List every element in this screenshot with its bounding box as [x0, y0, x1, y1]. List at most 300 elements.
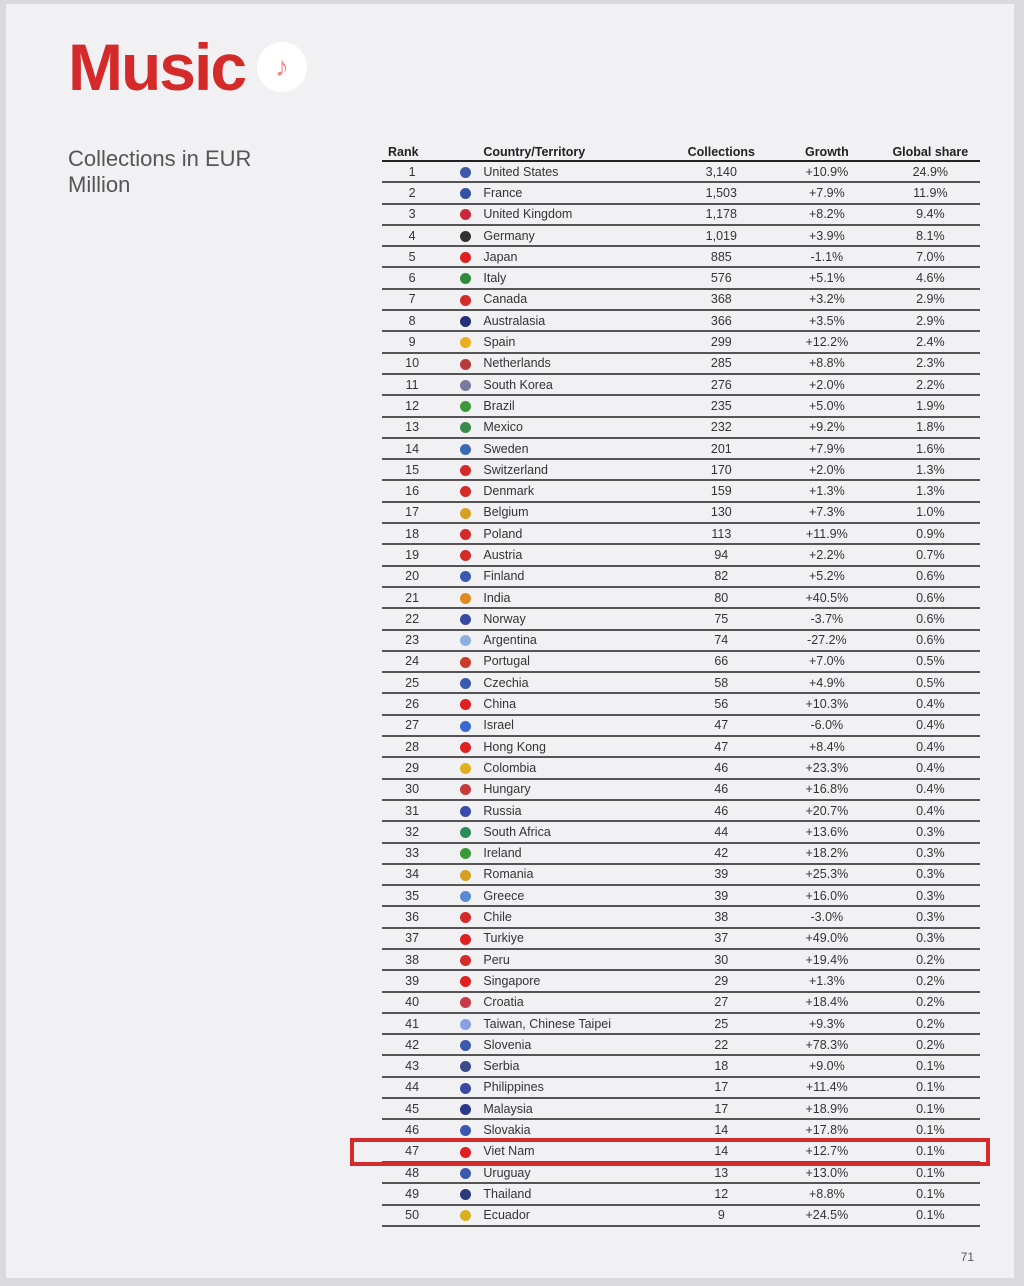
flag-icon	[460, 1210, 471, 1221]
flag-icon	[460, 359, 471, 370]
flag-cell	[448, 417, 483, 438]
collections-cell: 46	[670, 757, 773, 778]
flag-cell	[448, 906, 483, 927]
table-row	[382, 566, 980, 587]
growth-cell: +16.8%	[773, 779, 881, 800]
collections-cell: 3,140	[670, 161, 773, 182]
global-share-cell: 1.6%	[881, 438, 980, 459]
country-cell: Ireland	[483, 843, 669, 864]
collections-cell: 285	[670, 353, 773, 374]
rank-cell: 9	[382, 331, 448, 352]
flag-cell	[448, 757, 483, 778]
flag-icon	[460, 678, 471, 689]
global-share-cell: 0.4%	[881, 757, 980, 778]
table-row	[382, 779, 980, 800]
flag-icon	[460, 657, 471, 668]
table-row	[382, 1205, 980, 1226]
growth-cell: +1.3%	[773, 970, 881, 991]
flag-cell	[448, 459, 483, 480]
rank-cell: 17	[382, 502, 448, 523]
collections-cell: 75	[670, 608, 773, 629]
flag-cell	[448, 821, 483, 842]
global-share-cell: 0.1%	[881, 1162, 980, 1183]
growth-cell: +40.5%	[773, 587, 881, 608]
flag-cell	[448, 608, 483, 629]
table-row	[382, 182, 980, 203]
country-cell: Belgium	[483, 502, 669, 523]
country-cell: Mexico	[483, 417, 669, 438]
table-row	[382, 587, 980, 608]
collections-cell: 39	[670, 885, 773, 906]
rank-cell: 2	[382, 182, 448, 203]
country-cell: Argentina	[483, 630, 669, 651]
collections-cell: 94	[670, 544, 773, 565]
table-row	[382, 843, 980, 864]
flag-cell	[448, 331, 483, 352]
flag-icon	[460, 273, 471, 284]
growth-cell: +3.9%	[773, 225, 881, 246]
country-cell: Italy	[483, 267, 669, 288]
table-row	[382, 1077, 980, 1098]
country-cell: China	[483, 693, 669, 714]
global-share-cell: 0.3%	[881, 928, 980, 949]
rank-cell: 13	[382, 417, 448, 438]
rank-cell: 42	[382, 1034, 448, 1055]
rank-cell: 15	[382, 459, 448, 480]
global-share-cell: 0.1%	[881, 1119, 980, 1140]
flag-cell	[448, 779, 483, 800]
flag-cell	[448, 566, 483, 587]
rank-cell: 12	[382, 395, 448, 416]
country-cell: Japan	[483, 246, 669, 267]
rank-cell: 26	[382, 693, 448, 714]
country-cell: Turkiye	[483, 928, 669, 949]
collections-cell: 299	[670, 331, 773, 352]
table-row	[382, 523, 980, 544]
rank-cell: 25	[382, 672, 448, 693]
global-share-cell: 0.5%	[881, 672, 980, 693]
country-cell: Canada	[483, 289, 669, 310]
growth-cell: -3.0%	[773, 906, 881, 927]
growth-cell: +5.0%	[773, 395, 881, 416]
flag-cell	[448, 225, 483, 246]
global-share-cell: 0.2%	[881, 949, 980, 970]
collections-cell: 44	[670, 821, 773, 842]
global-share-cell: 2.4%	[881, 331, 980, 352]
table-row	[382, 1183, 980, 1204]
country-cell: Israel	[483, 715, 669, 736]
country-cell: Poland	[483, 523, 669, 544]
rank-cell: 36	[382, 906, 448, 927]
growth-cell: +5.1%	[773, 267, 881, 288]
header-growth: Growth	[773, 144, 881, 161]
flag-icon	[460, 401, 471, 412]
flag-cell	[448, 992, 483, 1013]
flag-cell	[448, 715, 483, 736]
rank-cell: 6	[382, 267, 448, 288]
table-row	[382, 736, 980, 757]
collections-cell: 58	[670, 672, 773, 693]
collections-cell: 30	[670, 949, 773, 970]
header-flag	[448, 144, 483, 161]
country-cell: Singapore	[483, 970, 669, 991]
global-share-cell: 9.4%	[881, 204, 980, 225]
collections-cell: 46	[670, 800, 773, 821]
flag-cell	[448, 672, 483, 693]
table-row	[382, 949, 980, 970]
flag-cell	[448, 843, 483, 864]
growth-cell: +7.9%	[773, 438, 881, 459]
page-title: Music	[68, 30, 246, 104]
table-row	[382, 353, 980, 374]
table-row	[382, 395, 980, 416]
flag-icon	[460, 422, 471, 433]
global-share-cell: 0.6%	[881, 630, 980, 651]
rank-cell: 11	[382, 374, 448, 395]
table-row	[382, 417, 980, 438]
flag-icon	[460, 699, 471, 710]
table-row	[382, 715, 980, 736]
collections-cell: 1,503	[670, 182, 773, 203]
table-row	[382, 438, 980, 459]
growth-cell: -6.0%	[773, 715, 881, 736]
table-row	[382, 459, 980, 480]
global-share-cell: 0.4%	[881, 779, 980, 800]
flag-icon	[460, 486, 471, 497]
growth-cell: -27.2%	[773, 630, 881, 651]
country-cell: Malaysia	[483, 1098, 669, 1119]
flag-icon	[460, 891, 471, 902]
collections-cell: 47	[670, 736, 773, 757]
collections-cell: 38	[670, 906, 773, 927]
header-country: Country/Territory	[483, 144, 669, 161]
country-cell: France	[483, 182, 669, 203]
table-row	[382, 289, 980, 310]
rank-cell: 3	[382, 204, 448, 225]
global-share-cell: 1.0%	[881, 502, 980, 523]
flag-icon	[460, 614, 471, 625]
rank-cell: 20	[382, 566, 448, 587]
flag-cell	[448, 246, 483, 267]
country-cell: Portugal	[483, 651, 669, 672]
global-share-cell: 0.3%	[881, 843, 980, 864]
growth-cell: +7.0%	[773, 651, 881, 672]
global-share-cell: 0.2%	[881, 970, 980, 991]
country-cell: Brazil	[483, 395, 669, 416]
growth-cell: +13.0%	[773, 1162, 881, 1183]
growth-cell: +18.2%	[773, 843, 881, 864]
rank-cell: 22	[382, 608, 448, 629]
growth-cell: +2.0%	[773, 459, 881, 480]
header-collections: Collections	[670, 144, 773, 161]
collections-cell: 170	[670, 459, 773, 480]
collections-cell: 201	[670, 438, 773, 459]
table-row	[382, 225, 980, 246]
growth-cell: -3.7%	[773, 608, 881, 629]
growth-cell: +9.3%	[773, 1013, 881, 1034]
rank-cell: 30	[382, 779, 448, 800]
flag-icon	[460, 721, 471, 732]
country-cell: Spain	[483, 331, 669, 352]
rank-cell: 24	[382, 651, 448, 672]
flag-cell	[448, 204, 483, 225]
global-share-cell: 0.1%	[881, 1183, 980, 1204]
flag-icon	[460, 295, 471, 306]
flag-cell	[448, 651, 483, 672]
flag-cell	[448, 480, 483, 501]
collections-cell: 37	[670, 928, 773, 949]
country-cell: Czechia	[483, 672, 669, 693]
table-row	[382, 906, 980, 927]
country-cell: Hungary	[483, 779, 669, 800]
growth-cell: +17.8%	[773, 1119, 881, 1140]
flag-icon	[460, 1061, 471, 1072]
growth-cell: +7.3%	[773, 502, 881, 523]
flag-icon	[460, 571, 471, 582]
country-cell: Viet Nam	[483, 1141, 669, 1162]
country-cell: Switzerland	[483, 459, 669, 480]
rank-cell: 49	[382, 1183, 448, 1204]
collections-cell: 27	[670, 992, 773, 1013]
growth-cell: +11.9%	[773, 523, 881, 544]
country-cell: Austria	[483, 544, 669, 565]
flag-cell	[448, 289, 483, 310]
flag-cell	[448, 928, 483, 949]
growth-cell: +9.2%	[773, 417, 881, 438]
flag-icon	[460, 848, 471, 859]
flag-icon	[460, 763, 471, 774]
rank-cell: 1	[382, 161, 448, 182]
table-row	[382, 1055, 980, 1076]
global-share-cell: 1.9%	[881, 395, 980, 416]
collections-cell: 366	[670, 310, 773, 331]
flag-cell	[448, 800, 483, 821]
page-number: 71	[960, 1250, 974, 1264]
flag-cell	[448, 544, 483, 565]
growth-cell: +24.5%	[773, 1205, 881, 1226]
flag-cell	[448, 523, 483, 544]
global-share-cell: 0.3%	[881, 885, 980, 906]
rank-cell: 16	[382, 480, 448, 501]
collections-cell: 47	[670, 715, 773, 736]
global-share-cell: 0.6%	[881, 566, 980, 587]
collections-cell: 82	[670, 566, 773, 587]
flag-icon	[460, 1019, 471, 1030]
country-cell: Slovenia	[483, 1034, 669, 1055]
rank-cell: 34	[382, 864, 448, 885]
growth-cell: +23.3%	[773, 757, 881, 778]
rank-cell: 18	[382, 523, 448, 544]
flag-cell	[448, 864, 483, 885]
table-row	[382, 502, 980, 523]
flag-icon	[460, 997, 471, 1008]
collections-cell: 1,178	[670, 204, 773, 225]
table-row	[382, 608, 980, 629]
table-row	[382, 928, 980, 949]
rank-cell: 4	[382, 225, 448, 246]
collections-cell: 9	[670, 1205, 773, 1226]
rank-cell: 38	[382, 949, 448, 970]
growth-cell: +11.4%	[773, 1077, 881, 1098]
table-row	[382, 693, 980, 714]
rank-cell: 23	[382, 630, 448, 651]
flag-cell	[448, 1055, 483, 1076]
flag-icon	[460, 784, 471, 795]
flag-icon	[460, 912, 471, 923]
global-share-cell: 0.7%	[881, 544, 980, 565]
growth-cell: +1.3%	[773, 480, 881, 501]
rank-cell: 41	[382, 1013, 448, 1034]
rank-cell: 48	[382, 1162, 448, 1183]
flag-cell	[448, 630, 483, 651]
country-cell: Chile	[483, 906, 669, 927]
flag-icon	[460, 1083, 471, 1094]
global-share-cell: 0.3%	[881, 821, 980, 842]
collections-cell: 1,019	[670, 225, 773, 246]
growth-cell: +5.2%	[773, 566, 881, 587]
global-share-cell: 0.2%	[881, 1013, 980, 1034]
global-share-cell: 0.4%	[881, 693, 980, 714]
flag-icon	[460, 1168, 471, 1179]
rank-cell: 50	[382, 1205, 448, 1226]
global-share-cell: 1.3%	[881, 480, 980, 501]
growth-cell: +10.3%	[773, 693, 881, 714]
collections-cell: 13	[670, 1162, 773, 1183]
rank-cell: 37	[382, 928, 448, 949]
rank-cell: 44	[382, 1077, 448, 1098]
rank-cell: 40	[382, 992, 448, 1013]
header-rank: Rank	[382, 144, 448, 161]
rank-cell: 47	[382, 1141, 448, 1162]
table-row	[382, 885, 980, 906]
flag-icon	[460, 550, 471, 561]
collections-cell: 56	[670, 693, 773, 714]
flag-cell	[448, 1183, 483, 1204]
table-row	[382, 651, 980, 672]
growth-cell: +8.2%	[773, 204, 881, 225]
country-cell: United Kingdom	[483, 204, 669, 225]
flag-icon	[460, 209, 471, 220]
global-share-cell: 2.2%	[881, 374, 980, 395]
country-cell: South Africa	[483, 821, 669, 842]
rank-cell: 10	[382, 353, 448, 374]
flag-cell	[448, 970, 483, 991]
rank-cell: 43	[382, 1055, 448, 1076]
rank-cell: 31	[382, 800, 448, 821]
global-share-cell: 0.1%	[881, 1141, 980, 1162]
collections-cell: 17	[670, 1098, 773, 1119]
growth-cell: +8.8%	[773, 353, 881, 374]
flag-cell	[448, 693, 483, 714]
flag-cell	[448, 1205, 483, 1226]
rank-cell: 28	[382, 736, 448, 757]
global-share-cell: 24.9%	[881, 161, 980, 182]
table-row	[382, 331, 980, 352]
growth-cell: +19.4%	[773, 949, 881, 970]
flag-icon	[460, 934, 471, 945]
global-share-cell: 0.5%	[881, 651, 980, 672]
collections-cell: 159	[670, 480, 773, 501]
growth-cell: +8.4%	[773, 736, 881, 757]
country-cell: Norway	[483, 608, 669, 629]
global-share-cell: 0.1%	[881, 1055, 980, 1076]
flag-icon	[460, 806, 471, 817]
flag-icon	[460, 188, 471, 199]
global-share-cell: 0.1%	[881, 1098, 980, 1119]
growth-cell: +49.0%	[773, 928, 881, 949]
growth-cell: +12.7%	[773, 1141, 881, 1162]
highlight-box-viet-nam	[350, 1138, 990, 1166]
flag-cell	[448, 1034, 483, 1055]
flag-cell	[448, 161, 483, 182]
growth-cell: +78.3%	[773, 1034, 881, 1055]
country-cell: Finland	[483, 566, 669, 587]
country-cell: Australasia	[483, 310, 669, 331]
flag-cell	[448, 438, 483, 459]
growth-cell: +8.8%	[773, 1183, 881, 1204]
table-row	[382, 630, 980, 651]
flag-cell	[448, 1077, 483, 1098]
table-row	[382, 267, 980, 288]
country-cell: Colombia	[483, 757, 669, 778]
report-page	[6, 4, 1014, 1278]
collections-cell: 29	[670, 970, 773, 991]
country-cell: India	[483, 587, 669, 608]
flag-icon	[460, 593, 471, 604]
flag-cell	[448, 353, 483, 374]
collections-cell: 232	[670, 417, 773, 438]
growth-cell: +16.0%	[773, 885, 881, 906]
collections-cell: 576	[670, 267, 773, 288]
flag-cell	[448, 1013, 483, 1034]
rank-cell: 33	[382, 843, 448, 864]
music-note-icon: ♪	[257, 42, 307, 92]
flag-cell	[448, 267, 483, 288]
global-share-cell: 2.9%	[881, 289, 980, 310]
collections-cell: 235	[670, 395, 773, 416]
growth-cell: +3.5%	[773, 310, 881, 331]
global-share-cell: 0.6%	[881, 608, 980, 629]
flag-cell	[448, 949, 483, 970]
country-cell: Taiwan, Chinese Taipei	[483, 1013, 669, 1034]
table-row	[382, 246, 980, 267]
flag-cell	[448, 310, 483, 331]
collections-cell: 17	[670, 1077, 773, 1098]
country-cell: Netherlands	[483, 353, 669, 374]
collections-cell: 12	[670, 1183, 773, 1204]
country-cell: Russia	[483, 800, 669, 821]
flag-icon	[460, 337, 471, 348]
rank-cell: 21	[382, 587, 448, 608]
title-row	[68, 30, 307, 104]
global-share-cell: 0.3%	[881, 906, 980, 927]
collections-cell: 22	[670, 1034, 773, 1055]
rank-cell: 35	[382, 885, 448, 906]
growth-cell: +2.0%	[773, 374, 881, 395]
collections-cell: 39	[670, 864, 773, 885]
country-cell: South Korea	[483, 374, 669, 395]
global-share-cell: 0.6%	[881, 587, 980, 608]
rank-cell: 7	[382, 289, 448, 310]
global-share-cell: 0.2%	[881, 992, 980, 1013]
collections-cell: 14	[670, 1119, 773, 1140]
flag-cell	[448, 1098, 483, 1119]
growth-cell: +13.6%	[773, 821, 881, 842]
rank-cell: 19	[382, 544, 448, 565]
flag-icon	[460, 167, 471, 178]
flag-cell	[448, 587, 483, 608]
table-row	[382, 970, 980, 991]
